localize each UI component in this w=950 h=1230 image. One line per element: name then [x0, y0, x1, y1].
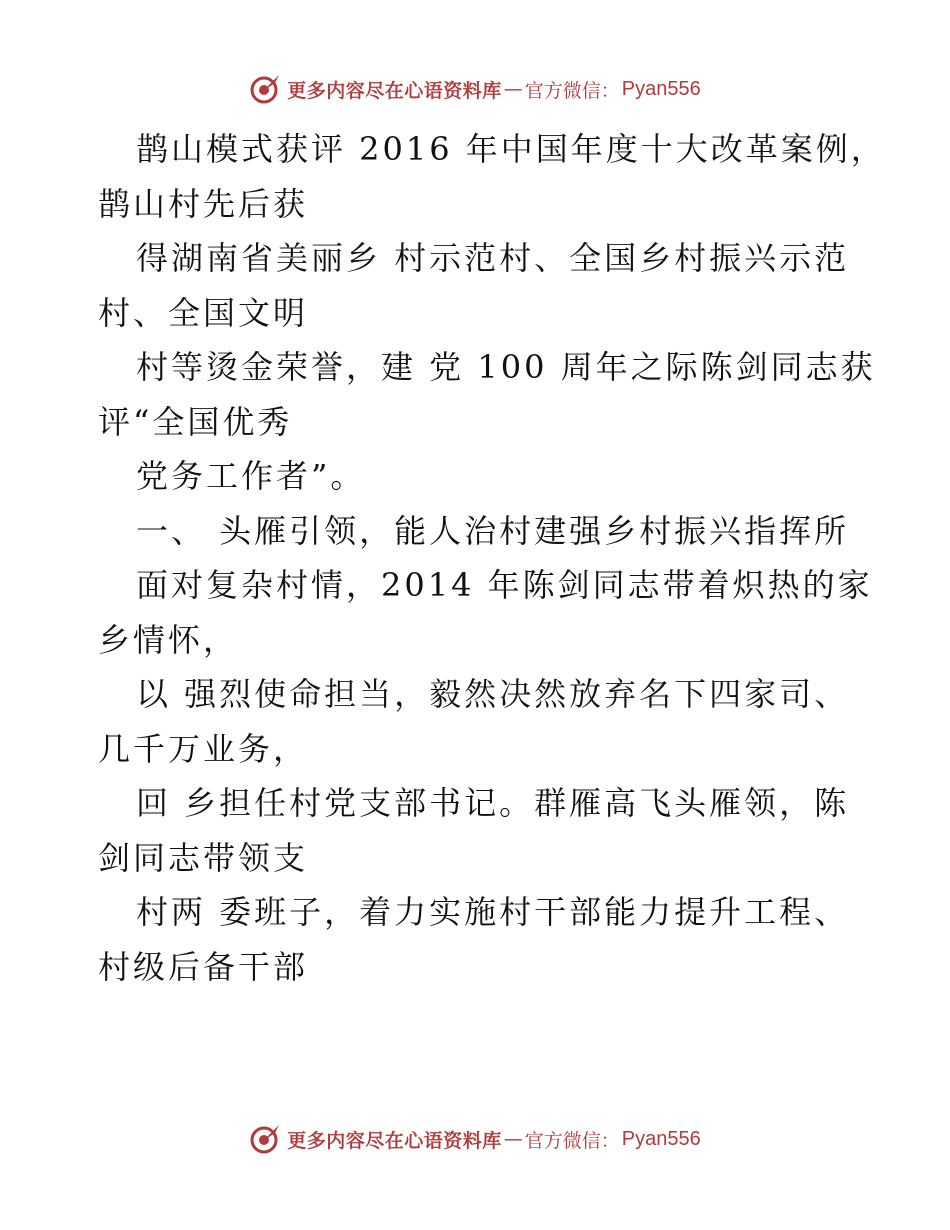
header-brand-text: 更多内容尽在心语资料库 — [287, 79, 502, 102]
text-line: 村等烫金荣誉，建 党 100 周年之际陈剑同志获 — [136, 348, 876, 386]
footer-watermark — [0, 1122, 950, 1156]
footer-wechat-label: 官方微信： — [524, 1129, 620, 1152]
text-line: 村两 委班子，着力实施村干部能力提升工程、 — [136, 893, 850, 931]
text-line: 乡情怀， — [98, 620, 239, 659]
header-dash: — — [503, 78, 523, 100]
text-line: 以 强烈使命担当，毅然决然放弃名下四家司、 — [136, 675, 850, 713]
quill-logo-icon — [249, 73, 281, 105]
text-line: 几千万业务， — [98, 729, 309, 768]
text-line: 剑同志带领支 — [98, 838, 309, 877]
text-line: 得湖南省美丽乡 村示范村、全国乡村振兴示范 — [136, 239, 850, 277]
text-line: 一、 头雁引领，能人治村建强乡村振兴指挥所 — [136, 511, 850, 550]
text-line: 村级后备干部 — [98, 947, 309, 986]
footer-dash: — — [503, 1128, 523, 1150]
header-wechat-id: Pyan556 — [621, 77, 701, 100]
footer-wechat-id: Pyan556 — [621, 1127, 701, 1150]
footer-brand-text: 更多内容尽在心语资料库 — [287, 1129, 502, 1152]
text-line: 面对复杂村情，2014 年陈剑同志带着炽热的家 — [136, 566, 873, 604]
header-watermark — [0, 72, 950, 106]
text-line: 村、全国文明 — [98, 293, 309, 332]
header-wechat-label: 官方微信： — [524, 79, 620, 102]
text-line: 鹊山村先后获 — [98, 184, 309, 223]
text-line: 党务工作者”。 — [136, 457, 366, 495]
text-line: 评“全国优秀 — [98, 402, 293, 441]
document-body — [98, 122, 886, 994]
text-line: 鹊山模式获评 2016 年中国年度十大改革案例， — [136, 130, 886, 168]
text-line: 回 乡担任村党支部书记。群雁高飞头雁领，陈 — [136, 784, 850, 822]
quill-logo-icon — [249, 1123, 281, 1155]
